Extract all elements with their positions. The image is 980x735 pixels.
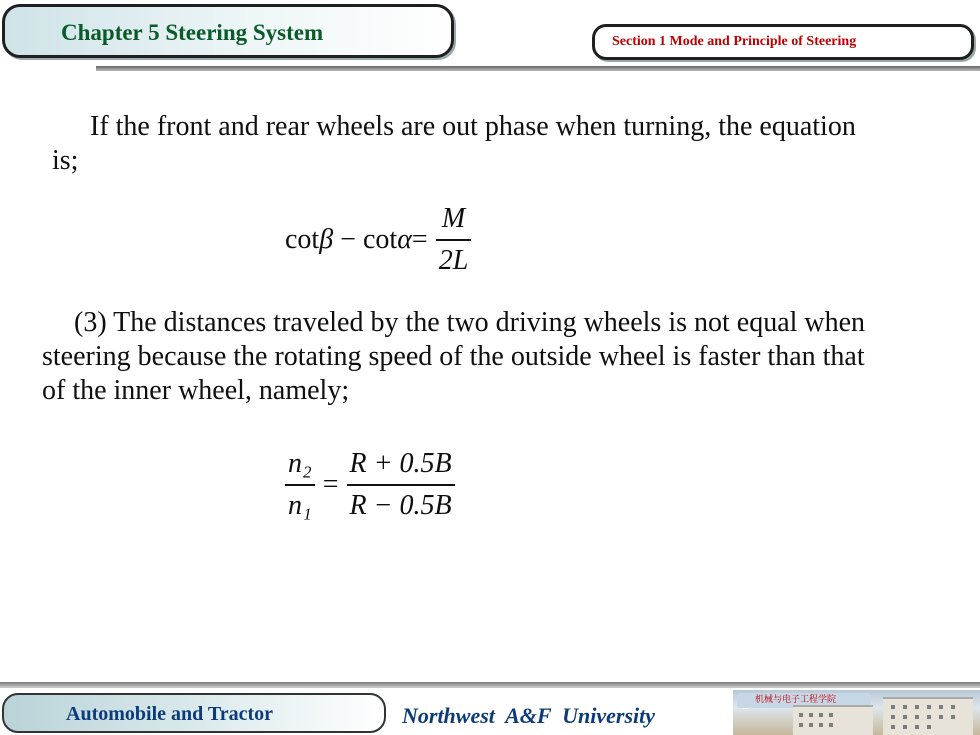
- section-title: Section 1 Mode and Principle of Steering: [612, 34, 857, 49]
- eq2-lhs-bar: [285, 484, 315, 486]
- section-tab: [592, 24, 974, 60]
- eq1-equals: =: [411, 224, 428, 255]
- eq2-lhs-numerator: n₂: [288, 448, 312, 480]
- eq2-rhs-denominator: R − 0.5B: [349, 489, 452, 521]
- eq1-fraction-bar: [436, 239, 472, 241]
- header-divider: [96, 66, 980, 71]
- eq1-cot-1: cot: [285, 224, 320, 255]
- building-left: [793, 705, 873, 735]
- college-banner: 机械与电子工程学院: [737, 693, 871, 708]
- eq1-denominator: 2L: [438, 244, 469, 276]
- equation-out-of-phase: [285, 200, 471, 280]
- eq1-beta: β: [319, 224, 334, 255]
- paragraph-intro: [52, 110, 872, 178]
- university-name: Northwest A&F University: [402, 703, 656, 728]
- course-title: Automobile and Tractor: [66, 703, 274, 725]
- equation-speed-ratio: [285, 440, 455, 530]
- paragraph-distances-text: (3) The distances traveled by the two driving wheels is not equal when steering because the rotating speed of the outside wheel is faster than that of the inner wheel, namely;: [42, 307, 866, 406]
- eq1-fraction: [436, 203, 472, 277]
- eq2-rhs-bar: [347, 484, 455, 486]
- paragraph-distances: [42, 306, 882, 408]
- chapter-title: Chapter 5 Steering System: [61, 20, 324, 45]
- building-right: [883, 697, 973, 735]
- eq2-rhs-fraction: [347, 448, 455, 522]
- eq2-equals: =: [322, 469, 339, 500]
- eq1-cot-2: cot: [362, 224, 398, 255]
- eq2-rhs-numerator: R + 0.5B: [349, 448, 452, 480]
- eq2-lhs-fraction: [285, 448, 315, 522]
- footer-divider: [0, 682, 980, 688]
- campus-banner-image: [733, 690, 980, 735]
- chapter-tab: [2, 4, 454, 58]
- eq2-lhs-denominator: n₁: [288, 489, 312, 521]
- paragraph-intro-text: If the front and rear wheels are out phase when turning, the equation is;: [52, 111, 856, 176]
- eq1-alpha: α: [397, 224, 412, 255]
- course-tab: [2, 693, 386, 733]
- eq1-minus: −: [333, 224, 363, 255]
- eq1-numerator: M: [441, 203, 466, 235]
